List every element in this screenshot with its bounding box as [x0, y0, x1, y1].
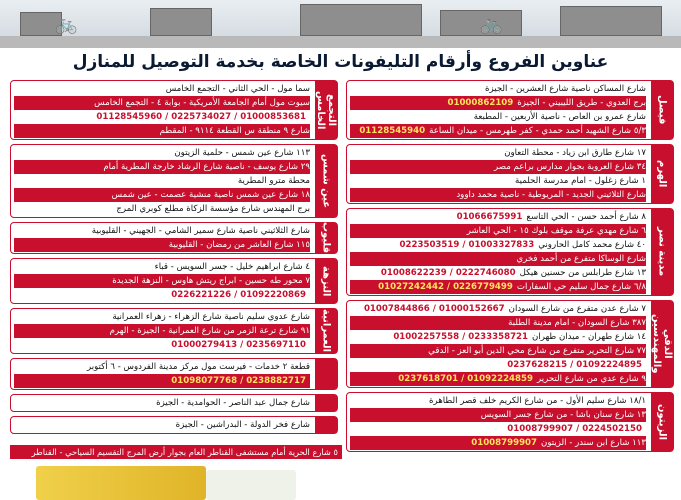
- address-text: ١٨/١ شارع سليم الأول - من شارع الكريم خلف قصر الطاهرة: [429, 396, 646, 406]
- branch-label: عين شمس: [315, 145, 337, 217]
- branch-lines: [11, 309, 313, 353]
- address-line: [350, 394, 646, 408]
- left-column: [10, 80, 338, 438]
- branch-label: [315, 359, 337, 389]
- phone-number: 01066675991: [456, 212, 523, 222]
- phone-number: 01000853681 / 0225734027 / 01128545960: [96, 112, 306, 122]
- branch-section: [10, 358, 338, 390]
- address-line: [14, 202, 310, 216]
- address-text: ١١٣ شارع عين شمس - حلمية الزيتون: [174, 148, 310, 158]
- branch-section: [346, 300, 674, 388]
- address-text: ٤ شارع ابراهيم خليل - جسر السويس - قباء: [154, 262, 310, 272]
- address-line: [350, 252, 646, 266]
- phone-number: 01000152667 / 01007844866: [363, 304, 505, 314]
- branch-section: [10, 308, 338, 354]
- address-text: ١ شارع زغلول - امام مدرسة الحلمية: [515, 176, 646, 186]
- address-text: ٦/٨ شارع جمال سليم حي السفارات: [516, 282, 646, 292]
- phone-number: 01128545940: [359, 126, 426, 136]
- phone-number: 0226779499 / 01027242442: [378, 282, 513, 292]
- phone-number: 0222746080 / 01008622239: [380, 268, 516, 278]
- promo-card-image: [36, 466, 206, 500]
- branch-lines: [347, 145, 649, 203]
- address-text: شارع عمرو بن العاص - ناصية الأربعين - المطبعة: [473, 112, 646, 122]
- address-text: ١٣ شارع سنان باشا - من شارع جسر السويس: [480, 410, 646, 420]
- building-illustration: [300, 4, 422, 36]
- address-text: شارع عدوي سليم ناصية شارع الزهراء - زهراء العمرانية: [112, 312, 310, 322]
- phone-number: 01000862109: [447, 98, 514, 108]
- branch-section: [346, 208, 674, 296]
- address-line: [350, 344, 646, 358]
- address-text: محطة مترو المطرية: [237, 176, 310, 186]
- branch-label: التجمع الخامس: [315, 81, 337, 139]
- branch-section: [10, 258, 338, 304]
- right-column: [346, 80, 674, 456]
- phone-number: 01092224895 / 0237628215: [507, 360, 642, 370]
- address-text: شارع الثلاثيني الجديد - المريوطية - ناصية محمد داوود: [456, 190, 646, 200]
- address-text: برج العدوي - طريق الليبيني - الجيزة: [517, 98, 646, 108]
- branch-lines: [11, 145, 313, 217]
- address-line: [350, 188, 646, 202]
- address-line: [14, 396, 310, 410]
- address-line: [350, 372, 646, 386]
- address-text: ٩١ شارع ترعة الزمر من شارع العمرانية - الجيزة - الهرم: [109, 326, 310, 336]
- address-line: [350, 302, 646, 316]
- address-line: [14, 260, 310, 274]
- address-text: سما مول - الحي الثاني - التجمع الخامس: [165, 84, 310, 94]
- address-line: [350, 110, 646, 124]
- address-text: شارع الثلاثيني ناصية شارع سمير الشامي - الجهيني - القليوبية: [91, 226, 310, 236]
- branch-label: الهرم: [651, 145, 673, 203]
- building-illustration: [560, 6, 662, 36]
- address-line: [14, 224, 310, 238]
- address-line: [14, 174, 310, 188]
- address-text: ٩ شارع عدي من شارع التحرير: [536, 374, 646, 384]
- address-line: [14, 338, 310, 352]
- address-text: ٤٠ شارع محمد كامل الحاروني: [538, 240, 646, 250]
- branch-label: العمرانية: [315, 309, 337, 353]
- address-line: [350, 82, 646, 96]
- address-text: سيوت مول أمام الجامعة الأمريكية - بوابة ٤ - التجمع الخامس: [94, 98, 310, 108]
- branch-label: النزهة: [315, 259, 337, 303]
- address-line: [350, 280, 646, 294]
- branch-label: فيصل: [651, 81, 673, 139]
- address-text: ١٣ شارع طرابلس من حسنين هيكل: [519, 268, 646, 278]
- branch-lines: [11, 359, 313, 389]
- branch-lines: [347, 81, 649, 139]
- phone-number: 0235697110 / 01000279413: [171, 340, 306, 350]
- branch-lines: [11, 417, 313, 433]
- branch-label: قليوب: [315, 223, 337, 253]
- branch-lines: [11, 223, 313, 253]
- phone-number: 01003327833 / 0223503519: [399, 240, 535, 250]
- address-line: [350, 408, 646, 422]
- header-banner: [0, 0, 681, 48]
- branch-section: [346, 80, 674, 140]
- branch-label: [315, 395, 337, 411]
- branch-lines: [11, 81, 313, 139]
- branch-section: [346, 144, 674, 204]
- address-text: شارع جمال عبد الناصر - الحوامدية - الجيزة: [156, 398, 310, 408]
- address-line: [350, 266, 646, 280]
- address-text: ٥/٣ شارع الشهيد أحمد حمدي - كفر طهرمس - ميدان الساعة: [429, 126, 646, 136]
- promo-card-image: [206, 470, 296, 500]
- address-text: شارع فخر الدولة - البدراشين - الجيزة: [175, 420, 310, 430]
- address-line: [14, 110, 310, 124]
- address-line: [14, 188, 310, 202]
- address-text: ٨ شارع أحمد حسن - الحي التاسع: [526, 212, 646, 222]
- address-line: [14, 274, 310, 288]
- address-text: برج المهندس شارع مؤسسة الزكاة مطلع كوبري المرج: [116, 204, 310, 214]
- phone-number: 0233358721 / 01002257558: [393, 332, 529, 342]
- address-line: [14, 96, 310, 110]
- address-line: [14, 310, 310, 324]
- address-line: [350, 436, 646, 450]
- address-line: [14, 160, 310, 174]
- branch-label: الدقي والمهندسين: [651, 301, 673, 387]
- address-line: [14, 288, 310, 302]
- branch-label: [315, 417, 337, 433]
- address-line: [14, 124, 310, 138]
- branch-lines: [11, 395, 313, 411]
- address-text: ٧ محور طه حسين - ابراج ريتش هاوس - النزهة الجديدة: [112, 276, 310, 286]
- phone-number: 0224502150 / 01008799907: [507, 424, 642, 434]
- address-line: [350, 174, 646, 188]
- address-text: ٢٩ شارع يوسف - ناصية شارع الرشاد خارجة المطرية أمام: [103, 162, 310, 172]
- phone-number: 01008799907: [471, 438, 538, 448]
- phone-number: 01092224859 / 0237618701: [398, 374, 533, 384]
- address-text: قطعة ٢ خدمات - فيرست مول مركز مدينة الفردوس - ٦ أكتوبر: [86, 362, 310, 372]
- address-line: [350, 238, 646, 252]
- address-text: شارع ٩ منطقة س القطعة ٩١١٤ - المقطم: [159, 126, 310, 136]
- address-line: [14, 360, 310, 374]
- branch-lines: [347, 393, 649, 451]
- branch-section: [10, 80, 338, 140]
- address-text: ١٨ شارع عين شمس ناصية منشية عصمت - عين شمس: [111, 190, 310, 200]
- branch-lines: [347, 209, 649, 295]
- address-text: ٧ شارع عدن متفرع من شارع السودان: [508, 304, 646, 314]
- address-text: ٦ شارع مهدي عرفة موقف بلوك ١٥ - الحي العاشر: [466, 226, 646, 236]
- address-line: [350, 224, 646, 238]
- branch-label: مدينة نصر: [651, 209, 673, 295]
- address-text: ١٧ شارع طارق ابن زياد - محطة التعاون: [504, 148, 646, 158]
- address-text: ١١٣ شارع ابن سندر - الزيتون: [541, 438, 646, 448]
- address-line: [350, 96, 646, 110]
- address-line: [350, 422, 646, 436]
- address-line: [350, 358, 646, 372]
- address-line: [14, 82, 310, 96]
- bicycle-icon: 🚲: [480, 14, 503, 35]
- address-line: [350, 146, 646, 160]
- address-line: [350, 316, 646, 330]
- branch-section: [10, 144, 338, 218]
- address-line: [350, 210, 646, 224]
- address-line: [14, 238, 310, 252]
- address-line: [14, 374, 310, 388]
- address-line: [14, 146, 310, 160]
- address-line: [350, 330, 646, 344]
- address-line: [350, 160, 646, 174]
- branch-lines: [347, 301, 649, 387]
- branch-bottom-band: ٥ شارع الحرية أمام مستشفى القناطر العام بجوار أرض المرج التقسيم السياحي - القناطر: [10, 445, 342, 459]
- address-text: ٣٨٧ شارع السودان - امام مدينة الطلبة: [508, 318, 646, 328]
- address-line: [350, 124, 646, 138]
- address-text: ١٤ شارع طهران - ميدان طهران: [532, 332, 646, 342]
- branch-section: [10, 416, 338, 434]
- branch-section: [346, 392, 674, 452]
- address-text: شارع الوساكا متفرع من أحمد فخري: [516, 254, 646, 264]
- branch-lines: [11, 259, 313, 303]
- address-line: [14, 324, 310, 338]
- page-title: عناوين الفروع وأرقام التليفونات الخاصة بخدمة التوصيل للمنازل: [72, 52, 609, 72]
- address-line: [14, 418, 310, 432]
- phone-number: 01092220869 / 0226221226: [171, 290, 306, 300]
- building-illustration: [150, 8, 212, 36]
- phone-number: 0238882717 / 01098077768: [171, 376, 306, 386]
- road-illustration: [0, 36, 681, 48]
- address-text: ١١٥ شارع العاشر من رمضان - القليوبية: [168, 240, 310, 250]
- branch-label: الزيتون: [651, 393, 673, 451]
- address-text: ٣٤ شارع العروبة بجوار مدارس براعم مصر: [494, 162, 646, 172]
- address-text: ٧٧ شارع التحرير متفرع من شارع محي الدين أبو العز - الدقي: [428, 346, 646, 356]
- branch-section: [10, 394, 338, 412]
- branch-section: [10, 222, 338, 254]
- bicycle-icon: 🚲: [55, 14, 78, 35]
- address-text: شارع المساكن ناصية شارع العشرين - الجيزة: [485, 84, 646, 94]
